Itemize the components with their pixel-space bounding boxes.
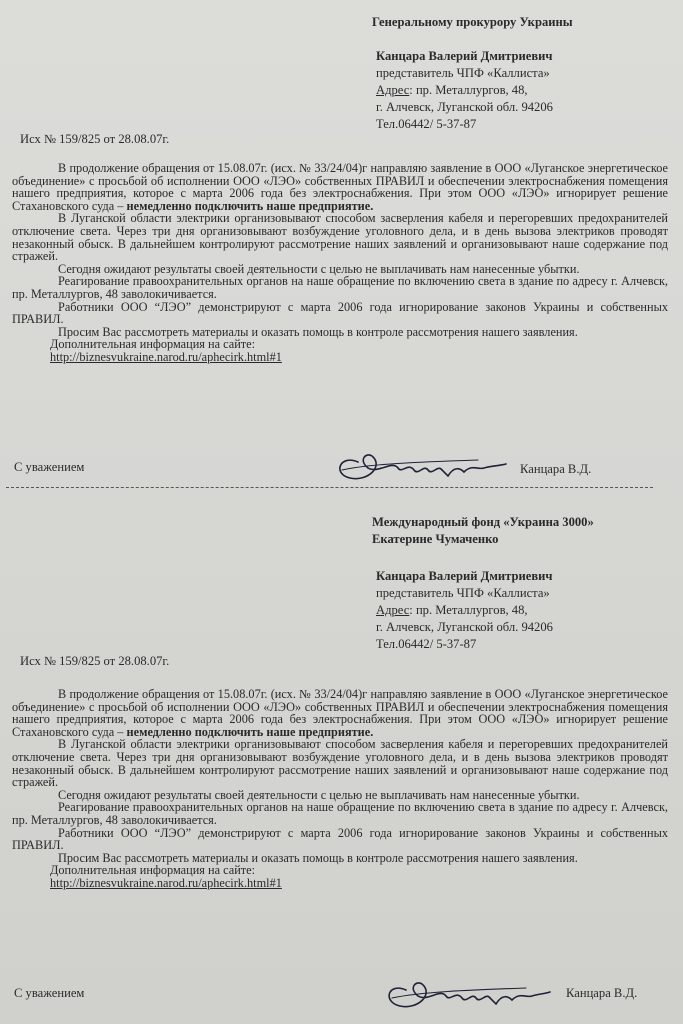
address-line1: : пр. Металлургов, 48, [409, 603, 528, 617]
info-link-row [50, 877, 668, 890]
recipient-line: Генеральному прокурору Украины [372, 15, 573, 29]
website-link[interactable]: http://biznesvukraine.narod.ru/aphecirk.html#1 [50, 875, 282, 890]
sender-address-1 [376, 82, 553, 99]
signer-name: Канцара В.Д. [520, 462, 592, 476]
address-label: Адрес [376, 83, 410, 97]
letter-prosecutor [0, 0, 683, 486]
paragraph: Просим Вас рассмотреть материалы и оказать помощь в контроле рассмотрения нашего заявления. [58, 850, 578, 865]
signer-name: Канцара В.Д. [566, 986, 638, 1000]
sender-role: представитель ЧПФ «Каллиста» [376, 586, 550, 600]
dashed-separator [6, 487, 653, 488]
sender-name: Канцара Валерий Дмитриевич [376, 569, 553, 583]
letter-foundation [0, 492, 683, 1024]
sender-block [376, 568, 553, 653]
sender-block [376, 48, 553, 133]
paragraph-text: В продолжение обращения от 15.08.07г. (исх. № 33/24/04)г направляю заявление в ООО «Луганское энергетическое объединение» с просьбой об исполнении ООО «ЛЭО» собственных ПРАВИЛ и обеспечении электроснабжения помещения нашего предприятия, которое с марта 2006 года без электроснабжения. При этом ООО «ЛЭО» игнорирует решение Стахановского суда – [12, 687, 668, 739]
sender-phone: Тел.06442/ 5-37-87 [376, 637, 477, 651]
paragraph: В Луганской области электрики организовывают способом засверления кабеля и перегоревших предохранителей отключение света. Через три дня организовывают возбуждение уголовного дела, и в день вызова электриков проводят незаконный обыск. В дальнейшем контролируют рассмотрение наших заявлений и организовывают наше содержание под стражей. [12, 211, 668, 264]
paragraph: Сегодня ожидают результаты своей деятельности с целью не выплачивать нам нанесенные убытки. [58, 787, 580, 802]
paragraph [12, 688, 668, 738]
sender-name: Канцара Валерий Дмитриевич [376, 49, 553, 63]
info-label: Дополнительная информация на сайте: [50, 337, 256, 352]
sender-address-1 [376, 602, 553, 619]
info-link-row [50, 351, 668, 364]
info-label: Дополнительная информация на сайте: [50, 863, 256, 878]
sender-role: представитель ЧПФ «Каллиста» [376, 66, 550, 80]
paragraph [12, 162, 668, 212]
paragraph: Просим Вас рассмотреть материалы и оказать помощь в контроле рассмотрения нашего заявления. [58, 324, 578, 339]
website-link[interactable]: http://biznesvukraine.narod.ru/aphecirk.html#1 [50, 349, 282, 364]
paragraph: Работники ООО “ЛЭО” демонстрируют с марта 2006 года игнорирование законов Украины и собственных ПРАВИЛ. [12, 299, 668, 327]
recipient-line: Екатерине Чумаченко [372, 532, 499, 546]
sender-address-2: г. Алчевск, Луганской обл. 94206 [376, 100, 553, 114]
paragraph: Реагирование правоохранительных органов на наше обращение по включению света в здание по адресу г. Алчевск, пр. Металлургов, 48 заволокичивается. [12, 274, 668, 301]
address-label: Адрес [376, 603, 410, 617]
paragraph: Сегодня ожидают результаты своей деятельности с целью не выплачивать нам нанесенные убытки. [58, 261, 580, 276]
letter-body [12, 688, 668, 890]
sender-address-2: г. Алчевск, Луганской обл. 94206 [376, 620, 553, 634]
closing: С уважением [14, 986, 85, 1000]
bold-demand: немедленно подключить наше предприятие. [126, 724, 374, 739]
handwritten-signature [380, 966, 560, 1014]
handwritten-signature [328, 440, 518, 486]
recipient-block [372, 14, 573, 31]
address-line1: : пр. Металлургов, 48, [409, 83, 528, 97]
sender-phone: Тел.06442/ 5-37-87 [376, 117, 477, 131]
letter-body [12, 162, 668, 364]
paragraph: Реагирование правоохранительных органов на наше обращение по включению света в здание по адресу г. Алчевск, пр. Металлургов, 48 заволокичивается. [12, 800, 668, 827]
recipient-block [372, 514, 594, 548]
outgoing-reference: Исх № 159/825 от 28.08.07г. [20, 132, 170, 146]
paragraph: В Луганской области электрики организовывают способом засверления кабеля и перегоревших предохранителей отключение света. Через три дня организовывают возбуждение уголовного дела, и в день вызова электриков проводят незаконный обыск. В дальнейшем контролируют рассмотрение наших заявлений и организовывают наше содержание под стражей. [12, 737, 668, 790]
paragraph: Работники ООО “ЛЭО” демонстрируют с марта 2006 года игнорирование законов Украины и собственных ПРАВИЛ. [12, 825, 668, 853]
recipient-line: Международный фонд «Украина 3000» [372, 515, 594, 529]
closing: С уважением [14, 460, 85, 474]
paragraph-text: В продолжение обращения от 15.08.07г. (исх. № 33/24/04)г направляю заявление в ООО «Луганское энергетическое объединение» с просьбой об исполнении ООО «ЛЭО» собственных ПРАВИЛ и обеспечении электроснабжения помещения нашего предприятия, которое с марта 2006 года без электроснабжения. При этом ООО «ЛЭО» игнорирует решение Стахановского суда – [12, 161, 668, 213]
outgoing-reference: Исх № 159/825 от 28.08.07г. [20, 654, 170, 668]
bold-demand: немедленно подключить наше предприятие. [126, 198, 374, 213]
